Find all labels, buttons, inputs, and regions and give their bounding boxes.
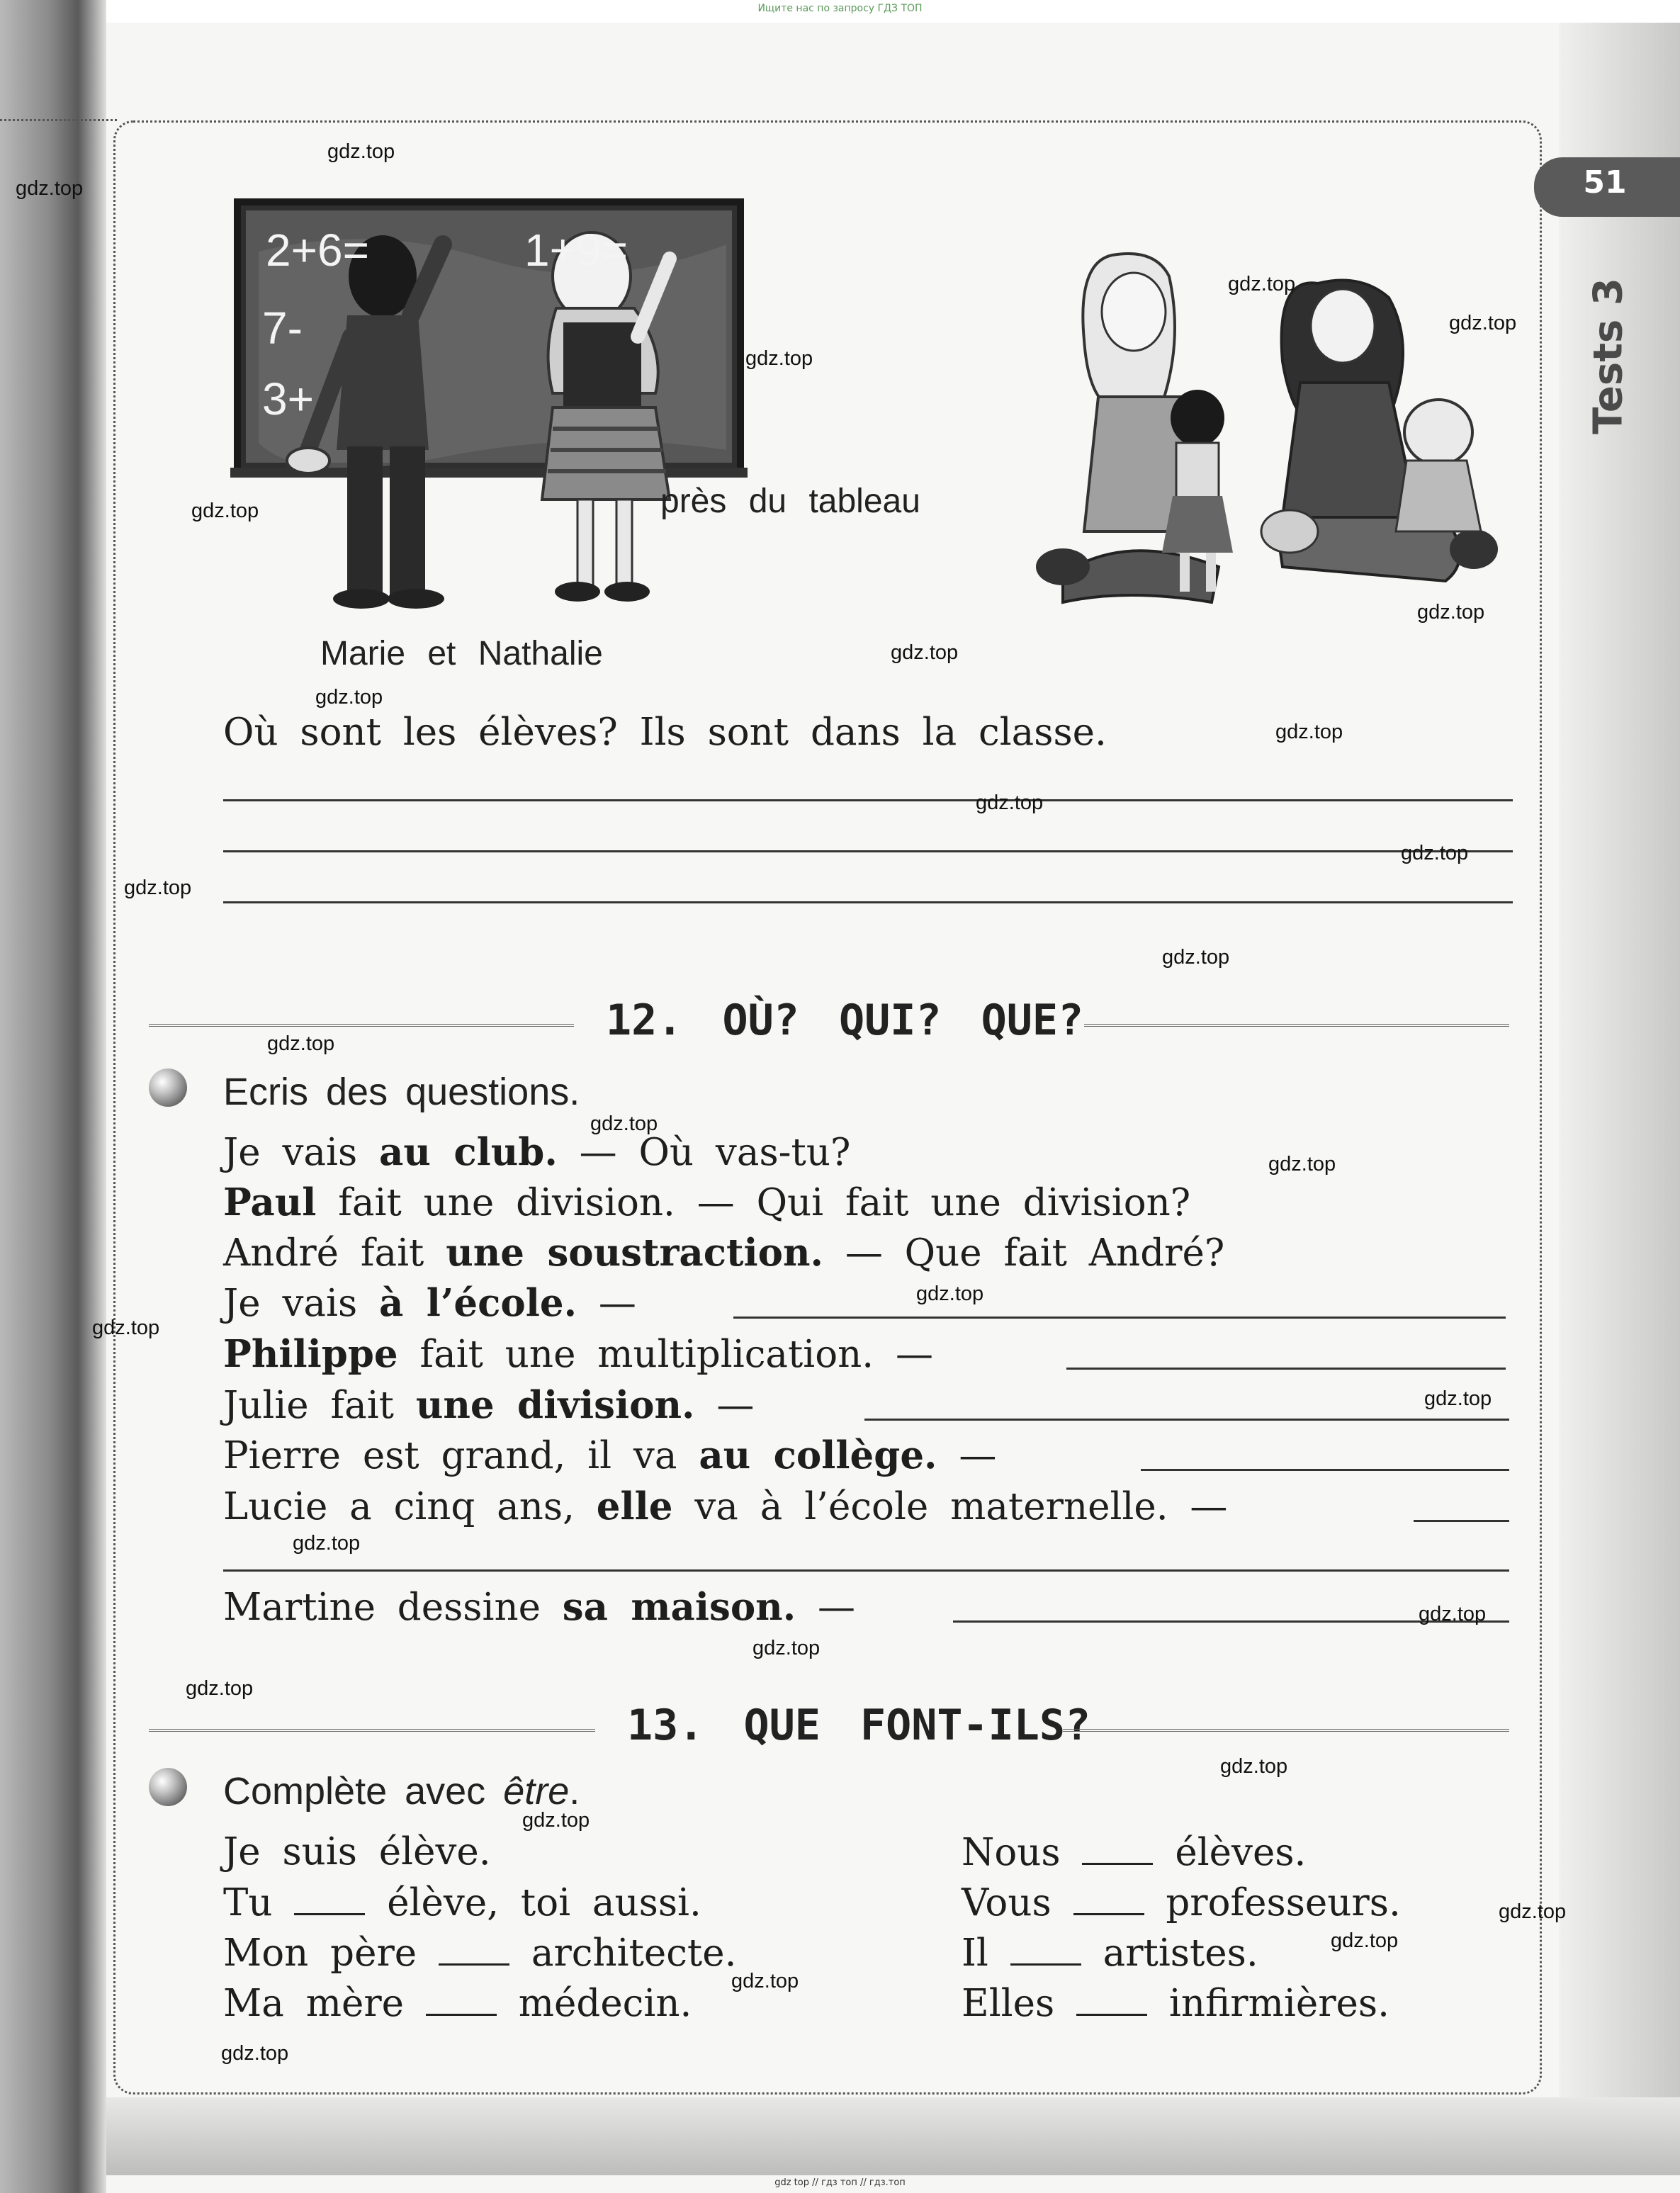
fill-blank[interactable] bbox=[1076, 1981, 1147, 2016]
watermark: gdz.top bbox=[1275, 721, 1343, 743]
watermark: gdz.top bbox=[293, 1532, 361, 1555]
exercise-bullet-icon bbox=[149, 1069, 187, 1107]
exercise-12-task-5: Lucie a cinq ans, elle va à l’école maternelle. — bbox=[223, 1484, 1228, 1528]
watermark: gdz.top bbox=[1424, 1387, 1492, 1410]
exercise-13-instruction: Complète avec être. bbox=[223, 1770, 580, 1813]
page-number: 51 bbox=[1583, 164, 1627, 201]
board-sum-1: 2+6= bbox=[266, 225, 369, 276]
answer-line[interactable] bbox=[223, 850, 1513, 852]
exercise-12-task-1: Je vais à l’école. — bbox=[223, 1281, 636, 1325]
heading-rule-left bbox=[149, 1024, 574, 1027]
exercise-bullet-icon bbox=[149, 1768, 187, 1806]
watermark: gdz.top bbox=[315, 686, 383, 709]
answer-line[interactable] bbox=[733, 1317, 1506, 1319]
watermark: gdz.top bbox=[522, 1809, 590, 1832]
exercise-13-title: 13. QUE FONT-ILS? bbox=[627, 1701, 1091, 1750]
watermark: gdz.top bbox=[1220, 1755, 1288, 1778]
caption-names: Marie et Nathalie bbox=[320, 635, 603, 672]
fill-blank[interactable] bbox=[1010, 1931, 1081, 1966]
board-sum-4: 3+ bbox=[262, 373, 314, 424]
board-sum-2: 1+9= bbox=[524, 225, 628, 276]
watermark: gdz.top bbox=[186, 1677, 254, 1700]
answer-line[interactable] bbox=[223, 799, 1513, 801]
answer-line[interactable] bbox=[223, 901, 1513, 903]
heading-rule-right bbox=[1084, 1024, 1509, 1027]
watermark: gdz.top bbox=[16, 177, 84, 200]
watermark: gdz.top bbox=[976, 791, 1044, 814]
watermark: gdz.top bbox=[191, 500, 259, 522]
header-note[interactable]: Ищите нас по запросу ГДЗ ТОП bbox=[757, 3, 923, 14]
watermark: gdz.top bbox=[327, 140, 395, 163]
fill-blank[interactable] bbox=[294, 1881, 365, 1915]
exercise-13-right-3: Il artistes. bbox=[962, 1932, 1258, 1975]
answer-line[interactable] bbox=[1066, 1368, 1506, 1370]
exercise-12-task-3: Julie fait une division. — bbox=[223, 1383, 755, 1427]
watermark: gdz.top bbox=[1162, 946, 1230, 969]
watermark: gdz.top bbox=[92, 1317, 160, 1339]
watermark: gdz.top bbox=[1417, 601, 1485, 624]
answer-line[interactable] bbox=[1414, 1520, 1509, 1522]
dotted-guide bbox=[0, 119, 117, 121]
bottom-edge-shadow bbox=[106, 2097, 1680, 2175]
watermark: gdz.top bbox=[745, 347, 813, 370]
exercise-12-instruction: Ecris des questions. bbox=[223, 1071, 580, 1113]
book-gutter bbox=[0, 0, 106, 2193]
chalkboard-illustration bbox=[230, 195, 755, 620]
fill-blank[interactable] bbox=[426, 1981, 497, 2016]
fill-blank[interactable] bbox=[1082, 1830, 1153, 1865]
watermark: gdz.top bbox=[267, 1032, 335, 1055]
watermark: gdz.top bbox=[1331, 1929, 1399, 1952]
exercise-13-right-2: Vous professeurs. bbox=[962, 1881, 1401, 1924]
answer-line[interactable] bbox=[864, 1419, 1509, 1421]
exercise-12-task-2: Philippe fait une multiplication. — bbox=[223, 1332, 933, 1376]
watermark: gdz.top bbox=[221, 2042, 289, 2065]
heading-rule-right bbox=[1063, 1729, 1509, 1732]
caption-near-board: près du tableau bbox=[660, 483, 920, 520]
watermark: gdz.top bbox=[1268, 1153, 1336, 1176]
exercise-12-example-1: Je vais au club. — Où vas-tu? bbox=[223, 1130, 851, 1174]
fill-blank[interactable] bbox=[439, 1931, 509, 1966]
watermark: gdz.top bbox=[1499, 1900, 1567, 1923]
exercise-13-left-2: Tu élève, toi aussi. bbox=[223, 1881, 701, 1924]
watermark: gdz.top bbox=[731, 1970, 799, 1992]
exercise-12-task-4: Pierre est grand, il va au collège. — bbox=[223, 1433, 997, 1477]
board-sum-3: 7- bbox=[262, 303, 303, 354]
exercise-13-left-1: Je suis élève. bbox=[223, 1830, 491, 1873]
watermark: gdz.top bbox=[752, 1637, 821, 1659]
watermark: gdz.top bbox=[891, 641, 959, 664]
exercise-13-left-3: Mon père architecte. bbox=[223, 1932, 737, 1975]
watermark: gdz.top bbox=[1419, 1603, 1487, 1625]
answer-line[interactable] bbox=[223, 1569, 1509, 1572]
answer-line[interactable] bbox=[1141, 1469, 1509, 1471]
watermark: gdz.top bbox=[916, 1282, 984, 1305]
heading-rule-left bbox=[149, 1729, 595, 1732]
fill-blank[interactable] bbox=[1073, 1881, 1144, 1915]
section-tab-label: Tests 3 bbox=[1585, 278, 1632, 434]
exercise-13-right-1: Nous élèves. bbox=[962, 1831, 1307, 1874]
watermark: gdz.top bbox=[1228, 273, 1296, 295]
exercise-12-example-3: André fait une soustraction. — Que fait André? bbox=[223, 1231, 1225, 1275]
exercise-13-right-4: Elles infirmières. bbox=[962, 1982, 1389, 2025]
exercise-13-left-4: Ma mère médecin. bbox=[223, 1982, 692, 2025]
exercise-12-task-6: Martine dessine sa maison. — bbox=[223, 1585, 856, 1629]
watermark: gdz.top bbox=[124, 876, 192, 899]
watermark: gdz.top bbox=[590, 1112, 658, 1135]
watermark: gdz.top bbox=[1401, 842, 1469, 864]
footer-note[interactable]: gdz top // гдз топ // гдз.топ bbox=[774, 2177, 906, 2188]
watermark: gdz.top bbox=[1449, 312, 1517, 334]
exercise-11-example: Où sont les élèves? Ils sont dans la classe. bbox=[223, 711, 1107, 754]
exercise-12-title: 12. OÙ? QUI? QUE? bbox=[606, 996, 1084, 1045]
exercise-12-example-2: Paul fait une division. — Qui fait une division? bbox=[223, 1180, 1191, 1224]
